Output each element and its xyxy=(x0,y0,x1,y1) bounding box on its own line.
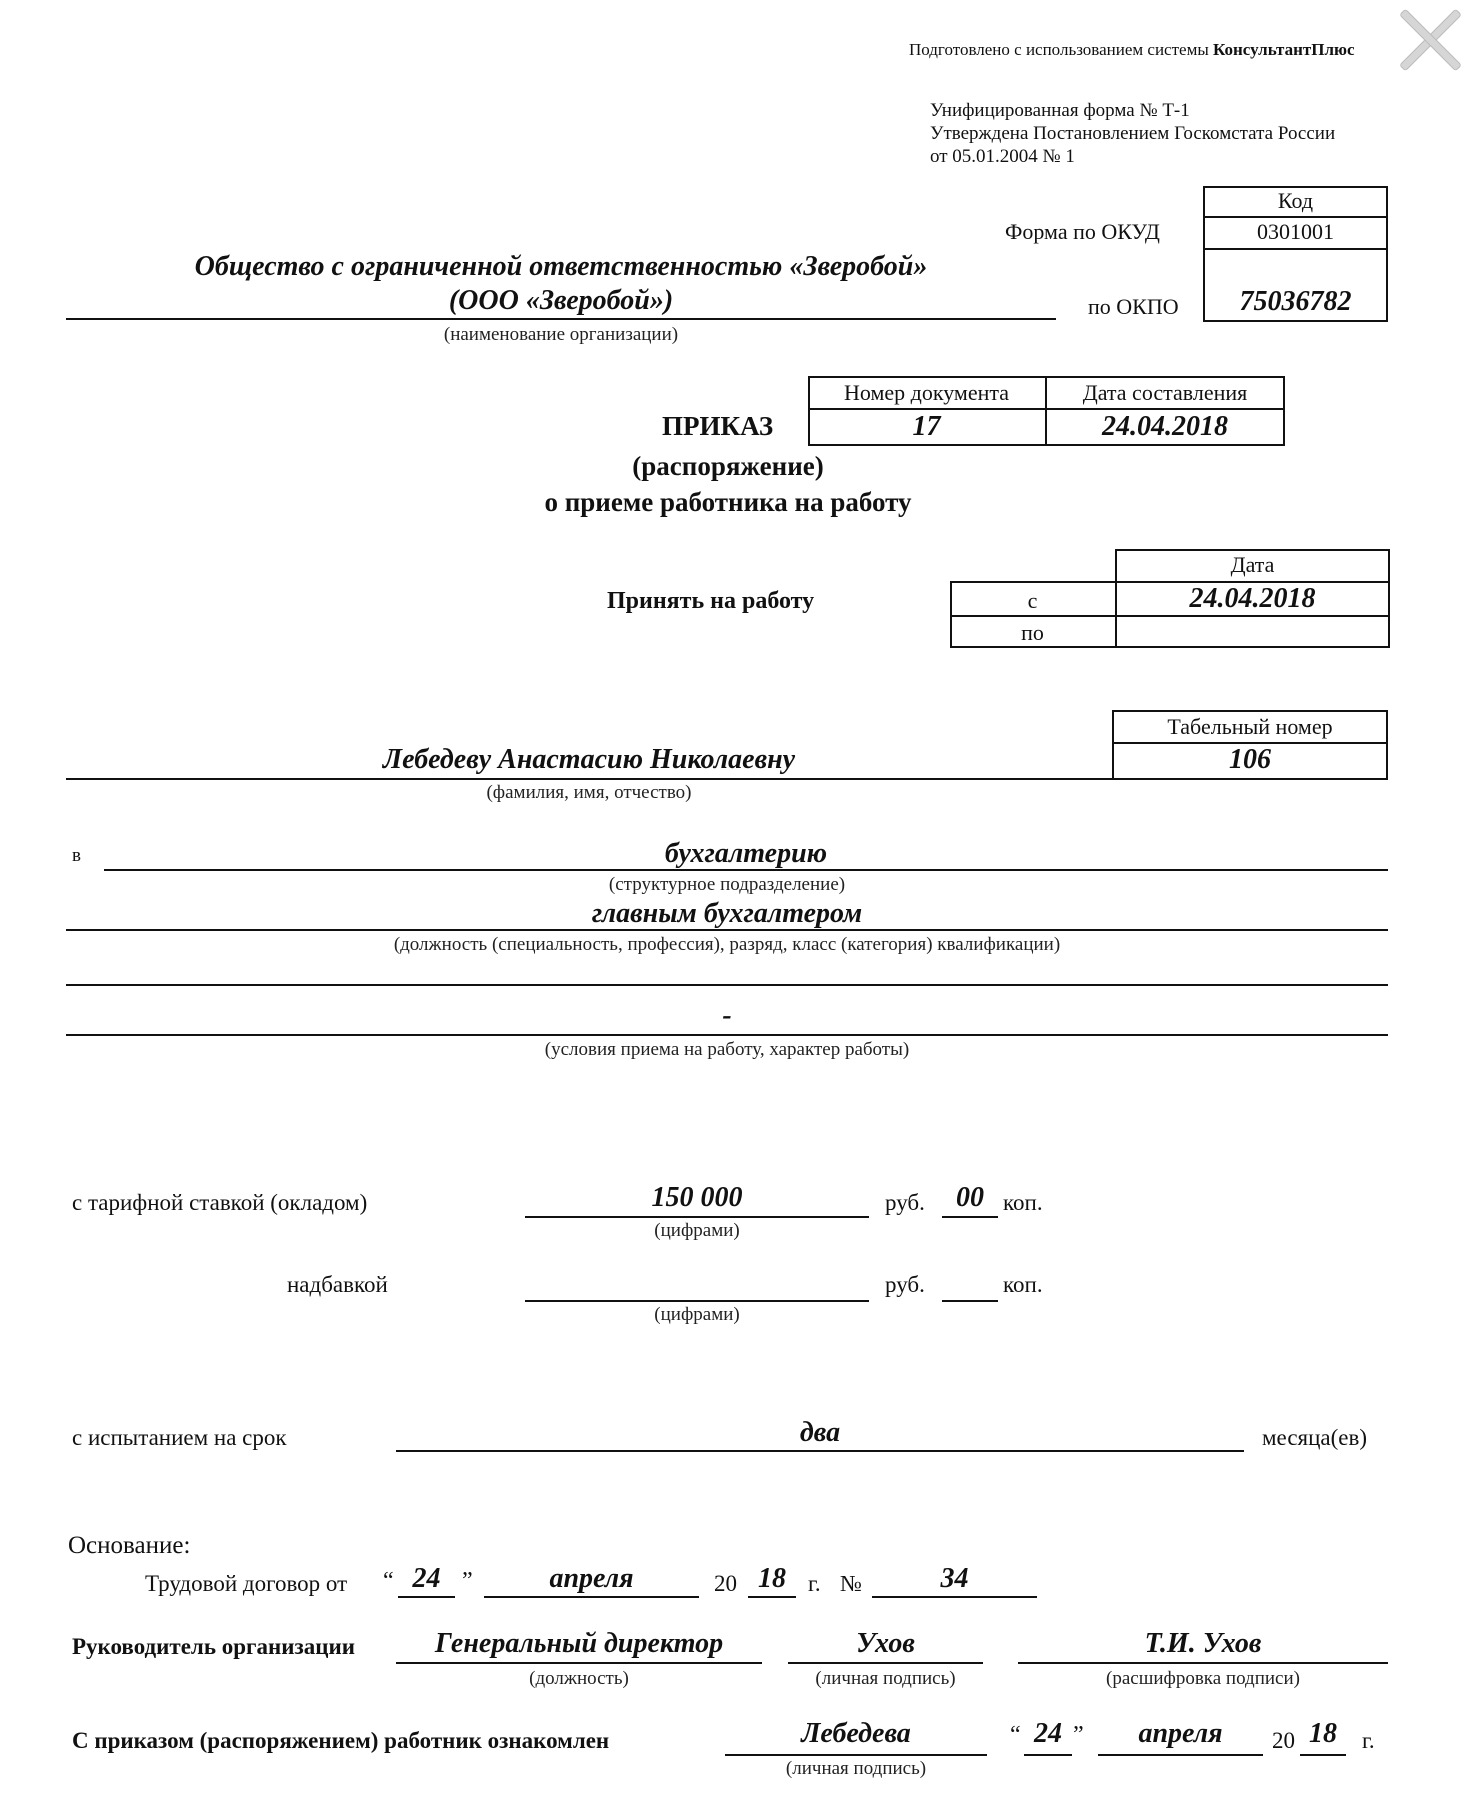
contract-year-prefix: 20 xyxy=(714,1571,737,1596)
ack-year-unit: г. xyxy=(1362,1728,1375,1753)
order-subtitle1: (распоряжение) xyxy=(632,451,824,481)
rate-label: с тарифной ставкой (окладом) xyxy=(72,1190,368,1215)
hire-date-header: Дата xyxy=(1230,552,1275,577)
okud-value: 0301001 xyxy=(1257,219,1334,244)
head-label: Руководитель организации xyxy=(72,1634,355,1659)
prepared-prefix: Подготовлено с использованием системы xyxy=(909,40,1213,59)
hire-from-label: с xyxy=(1027,588,1038,613)
ack-day: 24 xyxy=(1034,1718,1062,1749)
ack-close-quote: ” xyxy=(1073,1722,1084,1748)
order-title: ПРИКАЗ xyxy=(662,411,774,441)
organization-name-line2: (ООО «Зверобой») xyxy=(448,285,674,316)
organization-name xyxy=(66,250,1056,318)
prepared-brand: КонсультантПлюс xyxy=(1213,40,1355,59)
order-date-header: Дата составления xyxy=(1082,380,1248,405)
conditions-caption: (условия приема на работу, характер работы) xyxy=(544,1039,910,1060)
order-number-header: Номер документа xyxy=(843,380,1010,405)
head-position-caption: (должность) xyxy=(529,1668,629,1689)
ack-month: апреля xyxy=(1138,1718,1223,1749)
ack-signature: Лебедева xyxy=(801,1718,911,1749)
hire-label: Принять на работу xyxy=(607,588,815,614)
okpo-value: 75036782 xyxy=(1239,286,1352,317)
order-number: 17 xyxy=(912,411,941,442)
ack-year-suffix: 18 xyxy=(1309,1718,1337,1749)
hire-from-date: 24.04.2018 xyxy=(1189,583,1316,614)
hire-to-label: по xyxy=(1021,620,1044,645)
bonus-label: надбавкой xyxy=(287,1272,388,1297)
bonus-digits-caption: (цифрами) xyxy=(654,1304,740,1325)
tab-number-header: Табельный номер xyxy=(1167,714,1333,739)
bonus-kop-label: коп. xyxy=(1003,1272,1043,1297)
head-decoded: Т.И. Ухов xyxy=(1144,1628,1262,1659)
head-signature-caption: (личная подпись) xyxy=(815,1668,956,1689)
rate-rub-label: руб. xyxy=(885,1190,925,1215)
order-subtitle2: о приеме работника на работу xyxy=(544,487,912,517)
position-caption: (должность (специальность, профессия), разряд, класс (категория) квалификации) xyxy=(393,934,1061,955)
employee-name-caption: (фамилия, имя, отчество) xyxy=(486,782,692,803)
contract-year-unit: г. xyxy=(808,1571,821,1596)
in-label: в xyxy=(72,845,81,866)
basis-label: Основание: xyxy=(68,1532,191,1559)
organization-name-line1: Общество с ограниченной ответственностью «Зверобой» xyxy=(194,251,928,282)
head-position: Генеральный директор xyxy=(434,1628,724,1659)
contract-close-quote: ” xyxy=(462,1568,473,1594)
contract-day: 24 xyxy=(412,1563,441,1594)
okpo-label: по ОКПО xyxy=(1088,294,1179,319)
code-header: Код xyxy=(1277,188,1314,213)
bonus-rub-label: руб. xyxy=(885,1272,925,1297)
ack-signature-caption: (личная подпись) xyxy=(785,1758,927,1779)
head-signature: Ухов xyxy=(856,1628,915,1659)
rate-digits-caption: (цифрами) xyxy=(654,1220,740,1241)
form-number: Унифицированная форма № Т-1 xyxy=(930,100,1190,121)
contract-open-quote: “ xyxy=(383,1568,394,1594)
form-approved: Утверждена Постановлением Госкомстата России xyxy=(930,123,1336,144)
rate-rub: 150 000 xyxy=(651,1182,743,1213)
tab-number: 106 xyxy=(1229,744,1271,775)
conditions: - xyxy=(722,1000,732,1031)
employee-name: Лебедеву Анастасию Николаевну xyxy=(382,744,796,775)
contract-label: Трудовой договор от xyxy=(145,1571,348,1596)
order-date: 24.04.2018 xyxy=(1102,411,1228,442)
probation-unit: месяца(ев) xyxy=(1262,1425,1368,1450)
ack-open-quote: “ xyxy=(1010,1722,1021,1748)
ack-year-prefix: 20 xyxy=(1272,1728,1295,1753)
close-icon[interactable] xyxy=(1396,6,1462,72)
position: главным бухгалтером xyxy=(591,898,863,929)
contract-number-label: № xyxy=(840,1571,862,1596)
rate-kop-label: коп. xyxy=(1003,1190,1043,1215)
form-date: от 05.01.2004 № 1 xyxy=(930,146,1075,167)
form-info xyxy=(930,99,1335,168)
head-decoded-caption: (расшифровка подписи) xyxy=(1106,1668,1300,1689)
rate-kop: 00 xyxy=(956,1182,984,1213)
ack-label: С приказом (распоряжением) работник ознакомлен xyxy=(72,1728,610,1753)
department: бухгалтерию xyxy=(664,838,828,869)
contract-number: 34 xyxy=(940,1563,969,1594)
contract-year-suffix: 18 xyxy=(758,1563,786,1594)
department-caption: (структурное подразделение) xyxy=(608,874,846,895)
probation-value: два xyxy=(799,1417,841,1448)
organization-caption: (наименование организации) xyxy=(443,324,679,345)
probation-label: с испытанием на срок xyxy=(72,1425,287,1450)
prepared-note xyxy=(909,40,1355,60)
okud-label: Форма по ОКУД xyxy=(1005,219,1160,244)
contract-month: апреля xyxy=(549,1563,634,1594)
